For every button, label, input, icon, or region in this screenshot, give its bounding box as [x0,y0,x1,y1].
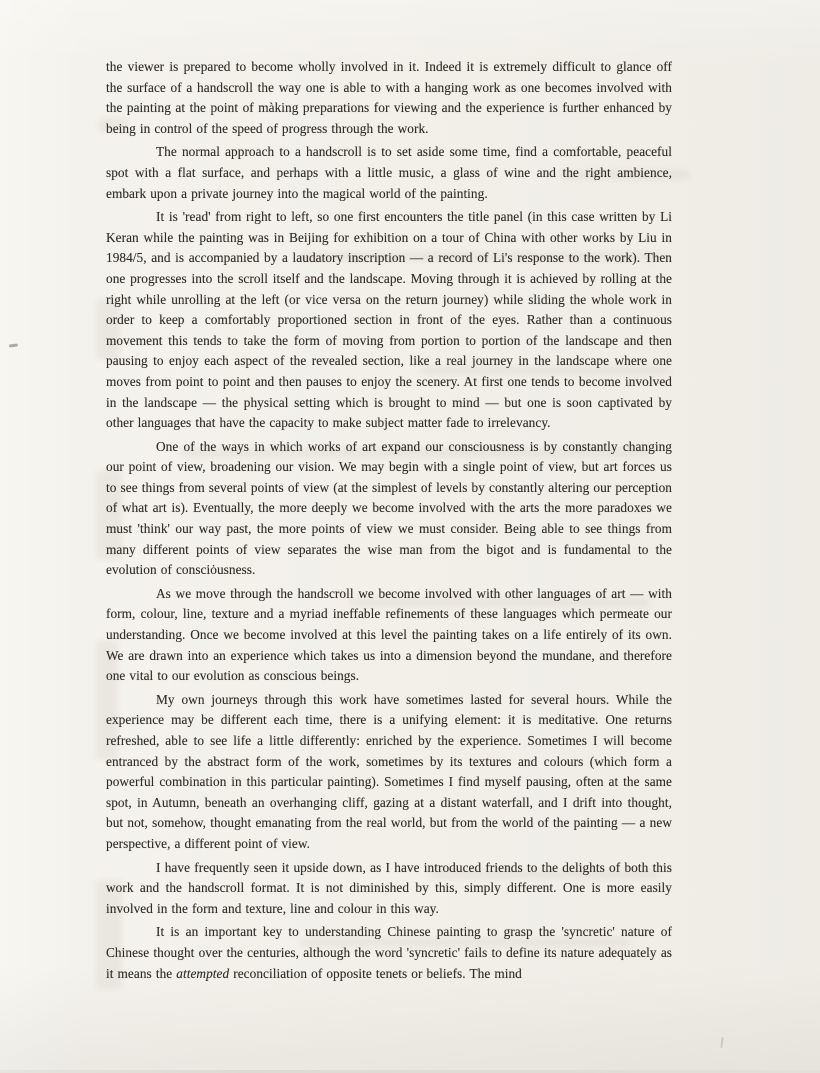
paragraph-text: the viewer is prepared to become wholly involved in it. Indeed it is extremely difficult to glance off the surface of a handscroll the way one is able to with a hanging work as one becomes involved with the painting at the point of màking preparations for viewing and the experience is further enhanced by being in control of the speed of progress through the work. [106,59,672,136]
paragraph-text: As we move through the handscroll we become involved with other languages of art — with form, colour, line, texture and a myriad ineffable refinements of these languages which permeate our understanding. Once we become involved at this level the painting takes on a life entirely of its own. We are drawn into an experience which takes us into a dimension beyond the mundane, and therefore one vital to our evolution as conscious beings. [106,585,672,684]
paragraph [106,584,672,687]
paragraph-text: reconciliation of opposite tenets or beliefs. The mind [229,965,522,981]
paragraph [106,57,672,139]
paragraph-text: I have frequently seen it upside down, as I have introduced friends to the delights of both this work and the handscroll format. It is not diminished by this, simply different. One is more easily involved in the form and texture, line and colour in this way. [106,859,672,916]
paragraph [106,437,672,581]
pencil-dash-artifact [9,343,18,347]
paragraph [106,858,672,920]
paragraph [106,142,672,204]
paragraph-text: My own journeys through this work have sometimes lasted for several hours. While the experience may be different each time, there is a unifying element: it is meditative. One returns refreshed, able to see life a little differently: enriched by the experience. Sometimes I will become entranced by the abstract form of the work, sometimes by its textures and colours (which form a powerful combination in this particular painting). Sometimes I find myself pausing, often at the same spot, in Autumn, beneath an overhanging cliff, gazing at a distant waterfall, and I drift into thought, but not, somehow, thought emanating from the real world, but from the world of the painting — a new perspective, a different point of view. [106,691,672,851]
scan-tick-artifact [720,1037,723,1048]
text-block [106,57,672,987]
paragraph-text-italic: attempted [176,965,230,981]
paragraph-text: It is an important key to understanding Chinese painting to grasp the 'syncretic' nature of Chinese thought over the centuries, although the word 'syncretic' fails to define its nature adequately as it means the [106,924,672,981]
paragraph-text: One of the ways in which works of art expand our consciousness is by constantly changing our point of view, broadening our vision. We may begin with a single point of view, but art forces us to see things from several points of view (at the simplest of levels by constantly altering our perception of what art is). Eventually, the more deeply we become involved with the arts the more paradoxes we must 'think' our way past, the more points of view we must consider. Being able to see things from many different points of view separates the wise man from the bigot and is fundamental to the evolution of consciȯusness. [106,438,672,578]
paragraph-text: It is 'read' from right to left, so one first encounters the title panel (in this case written by Li Keran while the painting was in Beijing for exhibition on a tour of China with other works by Liu in 1984/5, and is accompanied by a laudatory inscription — a record of Li's response to the work). Then one progresses into the scroll itself and the landscape. Moving through it is achieved by rolling at the right while unrolling at the left (or vice versa on the return journey) while sliding the whole work in order to keep a comfortably proportioned section in front of the eyes. Rather than a continuous movement this tends to take the form of moving from portion to portion of the landscape and then pausing to enjoy each aspect of the revealed section, like a real journey in the landscape where one moves from point to point and then pauses to enjoy the scenery. At first one tends to become involved in the landscape — the physical setting which is brought to mind — but one is soon captivated by other languages that have the capacity to make subject matter fade to irrelevancy. [106,209,672,431]
paragraph-text: The normal approach to a handscroll is to set aside some time, find a comfortable, peaceful spot with a flat surface, and perhaps with a little music, a glass of wine and the right ambience, embark upon a private journey into the magical world of the painting. [106,144,672,201]
paragraph [106,922,672,984]
paragraph [106,207,672,434]
paragraph [106,690,672,855]
